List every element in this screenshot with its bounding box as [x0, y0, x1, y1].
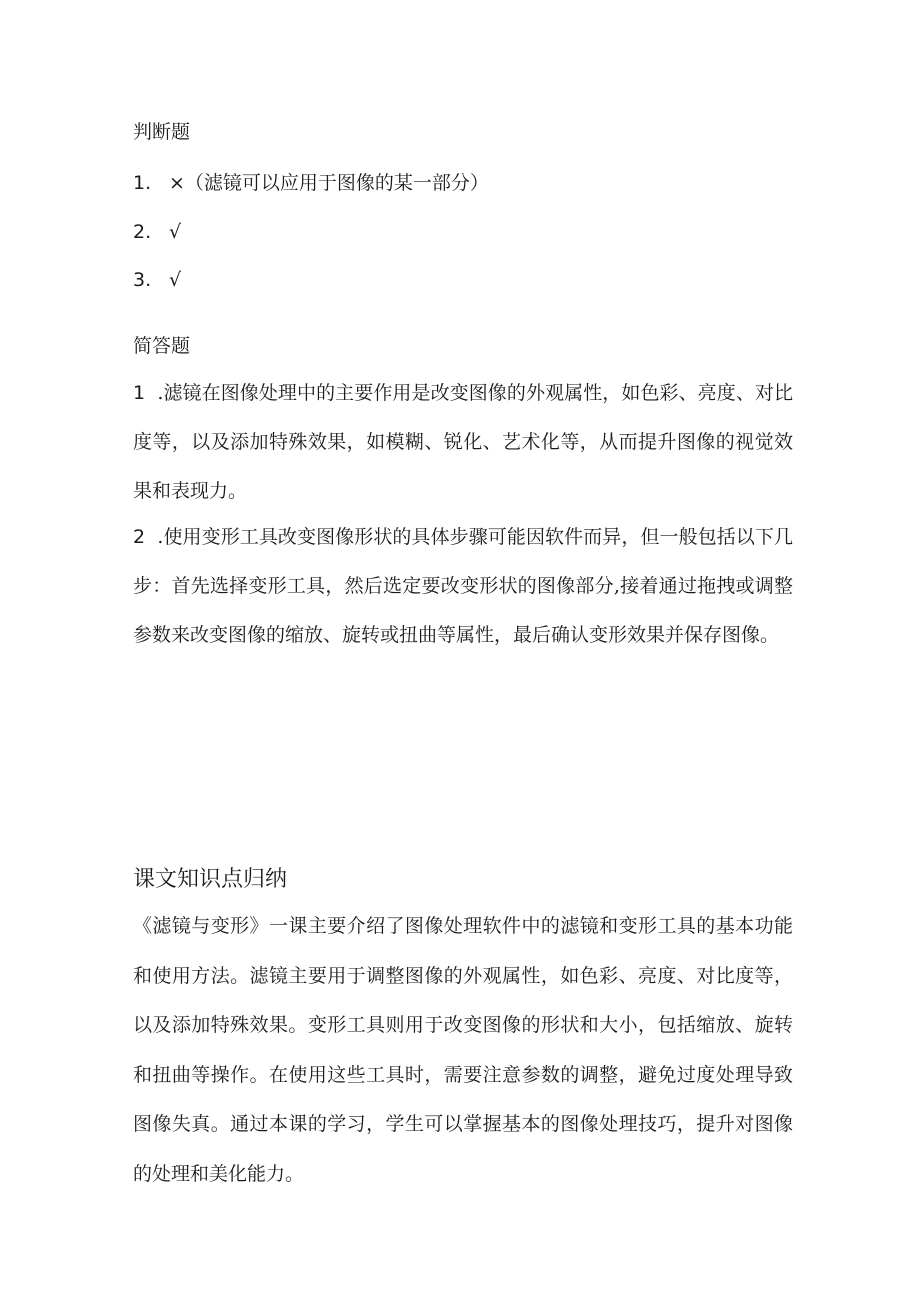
judgment-item-text: √ — [169, 221, 182, 243]
judgment-item — [133, 171, 793, 196]
summary-title: 课文知识点归纳 — [133, 867, 288, 892]
judgment-item-number: 2. — [133, 221, 152, 243]
judgment-item-number: 3. — [133, 269, 152, 291]
short-answer-item-text: .滤镜在图像处理中的主要作用是改变图像的外观属性，如色彩、亮度、对比度等，以及添加特殊效果，如模糊、锐化、艺术化等，从而提升图像的视觉效果和表现力。 — [133, 382, 793, 502]
short-answer-heading: 简答题 — [133, 335, 191, 357]
judgment-item — [133, 220, 793, 245]
short-answer-item-number: 2 — [133, 526, 146, 548]
judgment-item — [133, 268, 793, 293]
short-answer-item-text: .使用变形工具改变图像形状的具体步骤可能因软件而异，但一般包括以下几步：首先选择变形工具，然后选定要改变形状的图像部分,接着通过拖拽或调整参数来改变图像的缩放、旋转或扭曲等属性，最后确认变形效果并保存图像。 — [133, 526, 793, 646]
judgment-item-text: ×（滤镜可以应用于图像的某一部分） — [169, 172, 489, 194]
judgment-item-number: 1. — [133, 172, 152, 194]
summary-body: 《滤镜与变形》一课主要介绍了图像处理软件中的滤镜和变形工具的基本功能和使用方法。滤镜主要用于调整图像的外观属性，如色彩、亮度、对比度等，以及添加特殊效果。变形工具则用于改变图像的形状和大小，包括缩放、旋转和扭曲等操作。在使用这些工具时，需要注意参数的调整，避免过度处理导致图像失真。通过本课的学习，学生可以掌握基本的图像处理技巧，提升对图像的处理和美化能力。 — [133, 915, 793, 1185]
short-answer-item — [133, 369, 793, 516]
short-answer-item-number: 1 — [133, 382, 146, 404]
judgment-heading: 判断题 — [133, 121, 191, 143]
short-answer-item — [133, 513, 793, 660]
judgment-item-text: √ — [169, 269, 182, 291]
